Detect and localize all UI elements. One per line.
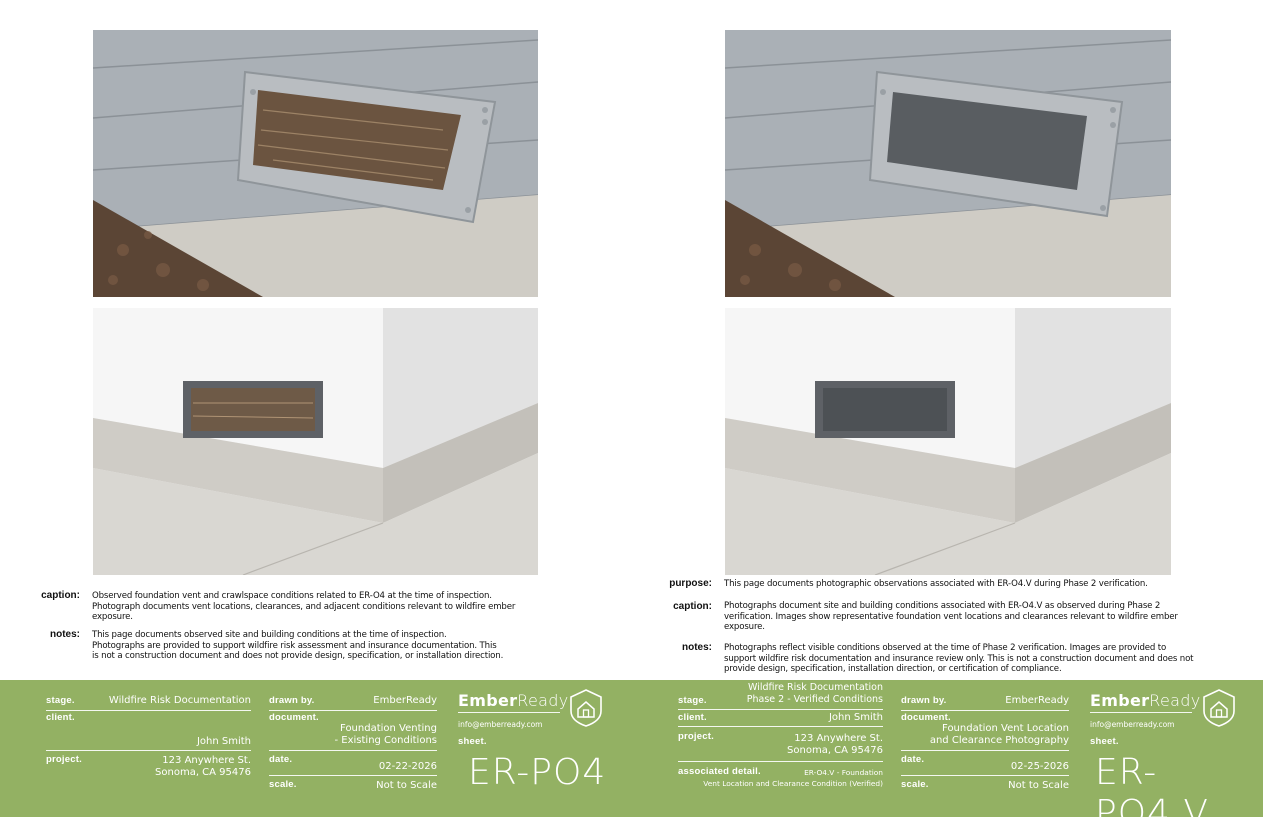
photo-siding-vent-existing <box>93 30 538 297</box>
notes-label-right: notes: <box>682 642 712 653</box>
tb-document-label: document. <box>269 712 319 723</box>
purpose-label: purpose: <box>669 578 712 589</box>
tb-stage-label-right: stage. <box>678 695 707 706</box>
tb-date-value: 02-22-2026 <box>378 761 437 772</box>
tb-sheet-label-right: sheet. <box>1090 736 1119 747</box>
tb-date-label: date. <box>269 754 293 765</box>
tb-date-value-right: 02-25-2026 <box>1010 761 1069 772</box>
tb-client-value-right: John Smith <box>828 712 883 723</box>
tb-project-label: project. <box>46 754 82 765</box>
tb-client-label-right: client. <box>678 712 707 723</box>
tb-drawn-value-right: EmberReady <box>1005 695 1069 706</box>
house-shield-icon <box>569 689 603 727</box>
tb-scale-label-right: scale. <box>901 779 929 790</box>
brand-email-right: info@emberready.com <box>1090 720 1175 729</box>
sheet-number: ER-PO4 <box>468 752 607 793</box>
brand-logo-text: EmberReady <box>458 691 569 710</box>
notes-label: notes: <box>50 629 80 640</box>
tb-client-label: client. <box>46 712 75 723</box>
tb-assoc-value: ER-O4.V - Foundation Vent Location and Clearance Condition (Verified) <box>703 768 883 788</box>
tb-document-label-right: document. <box>901 712 951 723</box>
brand-email: info@emberready.com <box>458 720 543 729</box>
tb-assoc-label: associated detail. <box>678 766 761 777</box>
tb-stage-label: stage. <box>46 695 75 706</box>
tb-stage-value: Wildfire Risk Documentation <box>108 695 251 706</box>
photo-siding-vent-verified <box>725 30 1171 297</box>
tb-date-label-right: date. <box>901 754 925 765</box>
photo-stucco-vent-existing <box>93 308 538 575</box>
photo-stucco-vent-verified <box>725 308 1171 575</box>
house-shield-icon <box>1202 689 1236 727</box>
tb-document-value: Foundation Venting - Existing Conditions <box>334 723 437 746</box>
tb-sheet-label: sheet. <box>458 736 487 747</box>
purpose-text: This page documents photographic observations associated with ER-O4.V during Phase 2 verification. <box>724 579 1148 589</box>
tb-document-value-right: Foundation Vent Location and Clearance Photography <box>929 723 1069 746</box>
notes-text: This page documents observed site and building conditions at the time of inspection. Photographs are provided to support wildfire risk assessment and insurance documentation. This is not a construction document and does not provide design, specification, or installation direction. <box>92 630 504 662</box>
tb-project-value-right: 123 Anywhere St. Sonoma, CA 95476 <box>787 733 883 756</box>
brand-logo-text-right: EmberReady <box>1090 691 1201 710</box>
tb-scale-value-right: Not to Scale <box>1008 780 1069 791</box>
tb-drawn-value: EmberReady <box>373 695 437 706</box>
caption-text-right: Photographs document site and building conditions associated with ER-O4.V as observed during Phase 2 verification. Images show representative foundation vent locations and clearances relevant to wildfire ember exposure. <box>724 601 1178 633</box>
notes-text-right: Photographs reflect visible conditions observed at the time of Phase 2 verification. Images are provided to support wildfire risk documentation and insurance review only. This is not a construction document and does not provide design, specification, installation direction, or certification of compliance. <box>724 643 1194 675</box>
tb-project-label-right: project. <box>678 731 714 742</box>
tb-client-value: John Smith <box>196 736 251 747</box>
tb-project-value: 123 Anywhere St. Sonoma, CA 95476 <box>155 755 251 778</box>
sheet-number-right: ER-PO4.V <box>1095 752 1210 834</box>
caption-label: caption: <box>41 590 80 601</box>
tb-drawn-label-right: drawn by. <box>901 695 947 706</box>
caption-text: Observed foundation vent and crawlspace conditions related to ER-O4 at the time of inspection. Photograph documents vent locations, clearances, and adjacent conditions relevant to wildfire ember exposure. <box>92 591 516 623</box>
tb-stage-value-right: Wildfire Risk Documentation Phase 2 - Verified Conditions <box>746 682 883 705</box>
tb-drawn-label: drawn by. <box>269 695 315 706</box>
tb-scale-value: Not to Scale <box>376 780 437 791</box>
caption-label-right: caption: <box>673 601 712 612</box>
tb-scale-label: scale. <box>269 779 297 790</box>
